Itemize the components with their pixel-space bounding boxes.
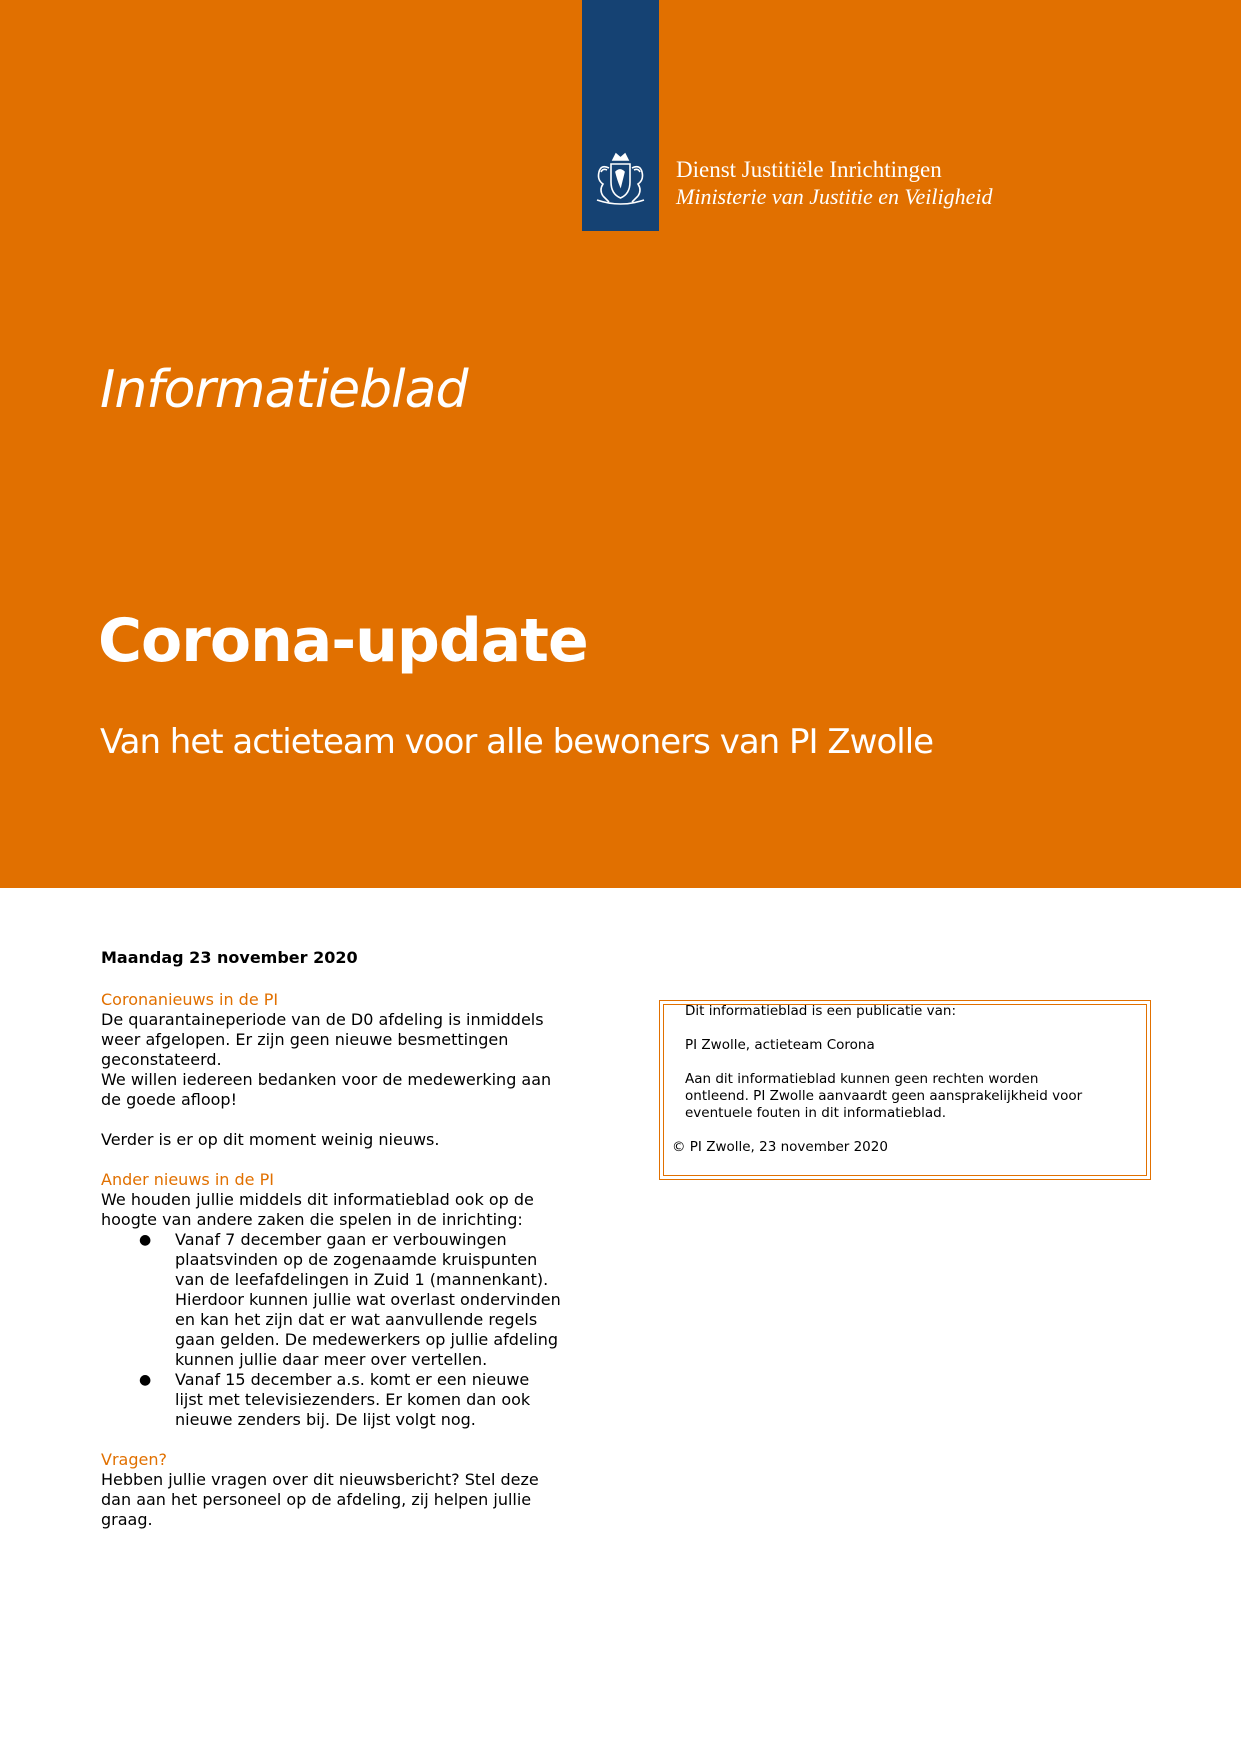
org-line-2: Ministerie van Justitie en Veiligheid: [676, 184, 993, 209]
text-line: ontleend. PI Zwolle aanvaardt geen aansprakelijkheid voor: [685, 1088, 1083, 1104]
copyright-notice: © PI Zwolle, 23 november 2020: [672, 1139, 888, 1155]
text-line: Hebben jullie vragen over dit nieuwsbericht? Stel deze: [101, 1470, 539, 1489]
main-content: [101, 948, 601, 1530]
text-line: en kan het zijn dat er wat aanvullende regels: [175, 1310, 538, 1329]
bullet-icon: ●: [139, 1232, 152, 1248]
text-line: Hierdoor kunnen jullie wat overlast ondervinden: [175, 1290, 561, 1309]
text-line: Vanaf 7 december gaan er verbouwingen: [175, 1230, 507, 1249]
text-line: We houden jullie middels dit informatieblad ook op de: [101, 1190, 534, 1209]
news-list: [101, 1230, 601, 1430]
text-line: de goede afloop!: [101, 1090, 237, 1109]
text-line: nieuwe zenders bij. De lijst volgt nog.: [175, 1410, 476, 1429]
text-line: graag.: [101, 1510, 153, 1529]
list-item: [139, 1370, 601, 1430]
section-heading-corona: Coronanieuws in de PI: [101, 990, 279, 1009]
text-line: Vanaf 15 december a.s. komt er een nieuwe: [175, 1370, 530, 1389]
text-line: van de leefafdelingen in Zuid 1 (mannenkant).: [175, 1270, 549, 1289]
text-line: lijst met televisiezenders. Er komen dan ook: [175, 1390, 531, 1409]
text-line: eventuele fouten in dit informatieblad.: [685, 1105, 947, 1121]
info-publisher-intro: Dit informatieblad is een publicatie van:: [685, 1003, 957, 1019]
section-heading-other-news: Ander nieuws in de PI: [101, 1170, 274, 1189]
text-line: De quarantaineperiode van de D0 afdeling is inmiddels: [101, 1010, 544, 1029]
text-line: hoogte van andere zaken die spelen in de inrichting:: [101, 1210, 523, 1229]
publication-date: Maandag 23 november 2020: [101, 948, 358, 967]
text-line: Aan dit informatieblad kunnen geen rechten worden: [685, 1071, 1039, 1087]
document-type: Informatieblad: [100, 360, 468, 420]
corona-paragraph-2: Verder is er op dit moment weinig nieuws.: [101, 1130, 440, 1149]
section-heading-questions: Vragen?: [101, 1450, 167, 1469]
text-line: plaatsvinden op de zogenaamde kruispunten: [175, 1250, 538, 1269]
publication-info-box: [659, 1000, 1151, 1180]
coat-of-arms-icon: [589, 150, 652, 210]
corona-paragraph: [101, 1010, 601, 1110]
text-line: dan aan het personeel op de afdeling, zij helpen jullie: [101, 1490, 532, 1509]
text-line: weer afgelopen. Er zijn geen nieuwe besmettingen: [101, 1030, 509, 1049]
organization-name: [676, 156, 992, 210]
logo-strip: [582, 0, 659, 231]
org-line-1: Dienst Justitiële Inrichtingen: [676, 157, 942, 182]
list-item: [139, 1230, 601, 1370]
text-line: geconstateerd.: [101, 1050, 222, 1069]
bullet-icon: ●: [139, 1372, 152, 1388]
info-publisher: PI Zwolle, actieteam Corona: [685, 1037, 875, 1053]
text-line: We willen iedereen bedanken voor de medewerking aan: [101, 1070, 552, 1089]
page-title: Corona-update: [98, 606, 588, 676]
text-line: gaan gelden. De medewerkers op jullie afdeling: [175, 1330, 558, 1349]
page-subtitle: Van het actieteam voor alle bewoners van PI Zwolle: [100, 722, 934, 762]
text-line: kunnen jullie daar meer over vertellen.: [175, 1350, 488, 1369]
